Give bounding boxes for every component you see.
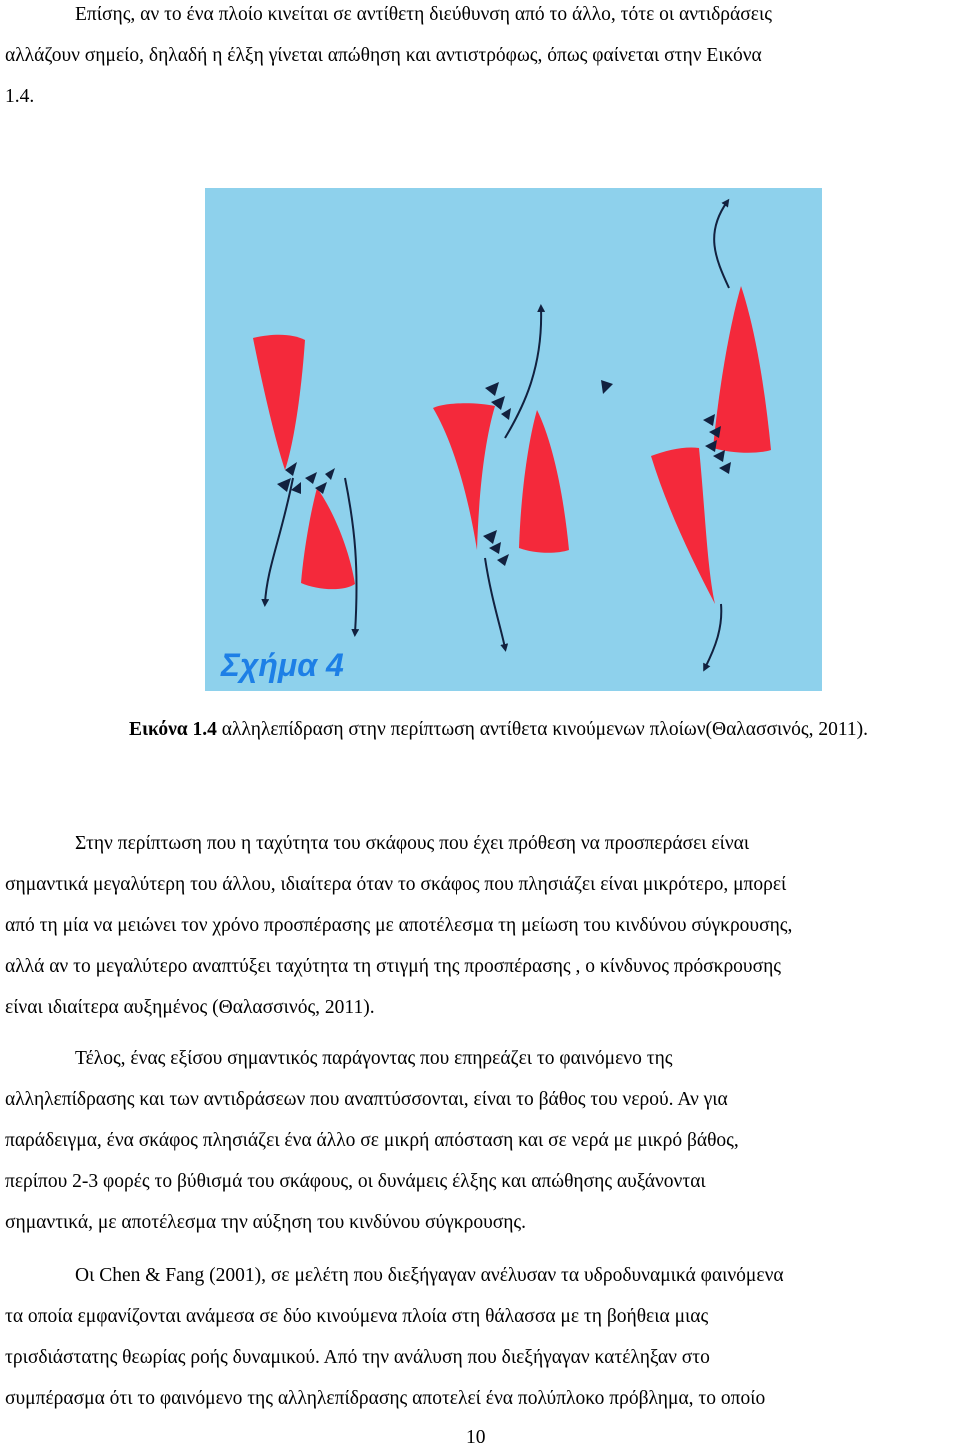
text-line: σημαντικά μεγαλύτερη του άλλου, ιδιαίτερα όταν το σκάφος που πλησιάζει είναι μικρότερο, μπορεί [5,874,787,895]
text-line: παράδειγμα, ένα σκάφος πλησιάζει ένα άλλο σε μικρή απόσταση και σε νερά με μικρό βάθος, [5,1130,739,1151]
text-line: περίπου 2-3 φορές το βύθισμά του σκάφους, οι δυνάμεις έλξης και απώθησης αυξάνονται [5,1171,706,1192]
figure-caption [129,718,868,742]
page-number: 10 [466,1427,486,1448]
text-line: συμπέρασμα ότι το φαινόμενο της αλληλεπίδρασης αποτελεί ένα πολύπλοκο πρόβλημα, το οποίο [5,1388,766,1409]
text-line: αλλάζουν σημείο, δηλαδή η έλξη γίνεται απώθηση και αντιστρόφως, όπως φαίνεται στην Εικόνα [5,45,762,66]
text-line: 1.4. [5,86,35,107]
text-line: αλληλεπίδρασης και των αντιδράσεων που αναπτύσσονται, είναι το βάθος του νερού. Αν για [5,1089,728,1110]
figure-ship-interaction [205,188,822,691]
text-line: Επίσης, αν το ένα πλοίο κινείται σε αντίθετη διεύθυνση από το άλλο, τότε οι αντιδράσεις [75,4,772,25]
text-line: Τέλος, ένας εξίσου σημαντικός παράγοντας που επηρεάζει το φαινόμενο της [75,1048,673,1069]
text-line: Οι Chen & Fang (2001), σε μελέτη που διεξήγαγαν ανέλυσαν τα υδροδυναμικά φαινόμενα [75,1265,784,1286]
figure-diagram [205,188,822,691]
figure-label: Σχήμα 4 [221,647,344,683]
text-line: αλλά αν το μεγαλύτερο αναπτύξει ταχύτητα τη στιγμή της προσπέρασης , ο κίνδυνος πρόσκρουσης [5,956,782,977]
caption-prefix: Εικόνα 1.4 [129,719,217,740]
text-line: τα οποία εμφανίζονται ανάμεσα σε δύο κινούμενα πλοία στη θάλασσα με τη βοήθεια μιας [5,1306,709,1327]
caption-text: αλληλεπίδραση στην περίπτωση αντίθετα κινούμενων πλοίων(Θαλασσινός, 2011). [216,719,868,740]
text-line: Στην περίπτωση που η ταχύτητα του σκάφους που έχει πρόθεση να προσπεράσει είναι [75,833,750,854]
text-line: είναι ιδιαίτερα αυξημένος (Θαλασσινός, 2011). [5,997,375,1018]
text-line: σημαντικά, με αποτέλεσμα την αύξηση του κινδύνου σύγκρουσης. [5,1212,527,1233]
text-line: τρισδιάστατης θεωρίας ροής δυναμικού. Από την ανάλυση που διεξήγαγαν κατέληξαν στο [5,1347,710,1368]
text-line: από τη μία να μειώνει τον χρόνο προσπέρασης με αποτέλεσμα τη μείωση του κινδύνου σύγκρουσης, [5,915,793,936]
